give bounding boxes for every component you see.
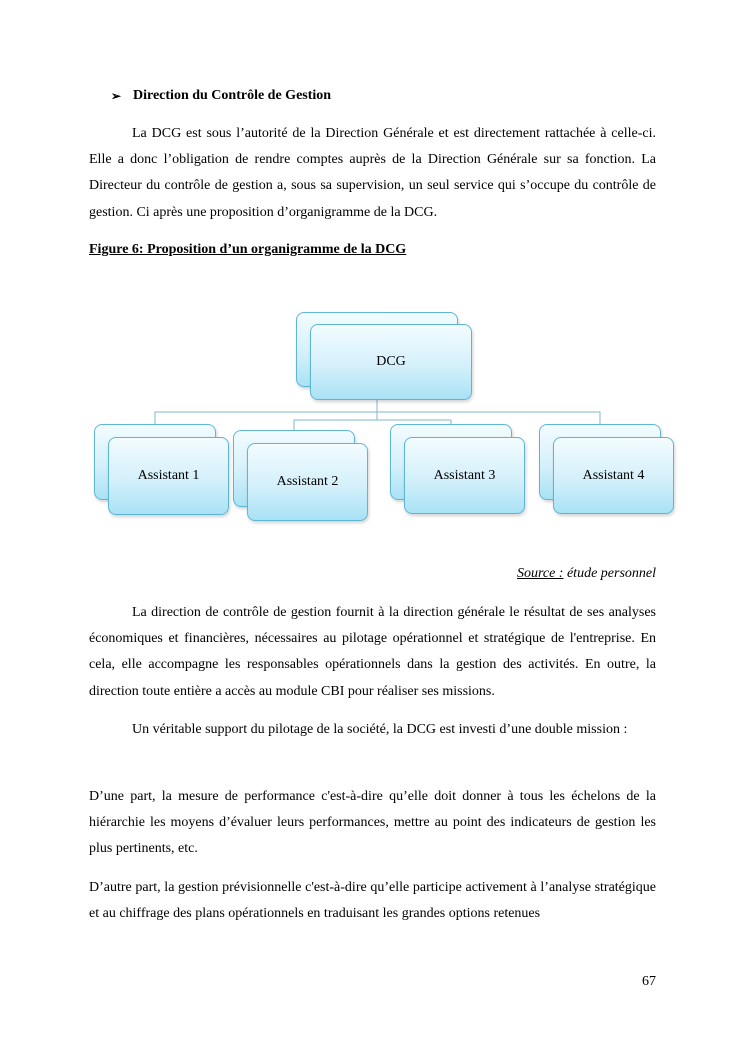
paragraph-intro: La DCG est sous l’autorité de la Direction Générale et est directement rattachée à celle-ci. Elle a donc l’obligation de rendre comptes auprès de la Direction Générale sur sa fonction. La Directeur du contrôle de gestion a, sous sa supervision, un seul service qui s’occupe du contrôle de gestion. Ci après une proposition d’organigramme de la DCG.: [89, 126, 656, 220]
source-text: étude personnel: [563, 566, 656, 581]
assistant-2-box: [247, 443, 368, 521]
arrow-bullet-icon: ➢: [111, 88, 122, 103]
assistant-3-box: [404, 437, 525, 514]
assistant-4-box: [553, 437, 674, 514]
dcg-box: [310, 324, 472, 400]
figure-caption: Figure 6: Proposition d’un organigramme de la DCG: [89, 242, 407, 257]
paragraph-forecast: D’autre part, la gestion prévisionnelle c'est-à-dire qu’elle participe activement à l’analyse stratégique et au chiffrage des plans opérationnels en traduisant les grandes options retenues: [89, 880, 656, 922]
section-title: Direction du Contrôle de Gestion: [133, 88, 332, 103]
assistant-1-label: Assistant 1: [137, 468, 200, 483]
paragraph-performance: D’une part, la mesure de performance c'est-à-dire qu’elle doit donner à tous les échelons de la hiérarchie les moyens d’évaluer leurs performances, mettre au point des indicateurs de gestion les plus pertinents, etc.: [89, 789, 656, 857]
source-label: Source :: [516, 566, 564, 581]
paragraph-role: La direction de contrôle de gestion fournit à la direction générale le résultat de ses analyses économiques et financières, nécessaires au pilotage opérationnel et stratégique de l'entreprise. En cela, elle accompagne les responsables opérationnels dans la gestion des activités. En outre, la direction toute entière a accès au module CBI pour réaliser ses missions.: [89, 605, 656, 699]
assistant-3-label: Assistant 3: [433, 467, 496, 483]
assistant-1-box: [108, 437, 229, 515]
assistant-2-label: Assistant 2: [276, 474, 339, 489]
dcg-label: DCG: [376, 354, 406, 369]
page-number: 67: [642, 974, 656, 989]
assistant-4-label: Assistant 4: [582, 467, 645, 483]
paragraph-mission: Un véritable support du pilotage de la société, la DCG est investi d’une double mission :: [132, 722, 628, 737]
figure-source: [517, 566, 656, 582]
